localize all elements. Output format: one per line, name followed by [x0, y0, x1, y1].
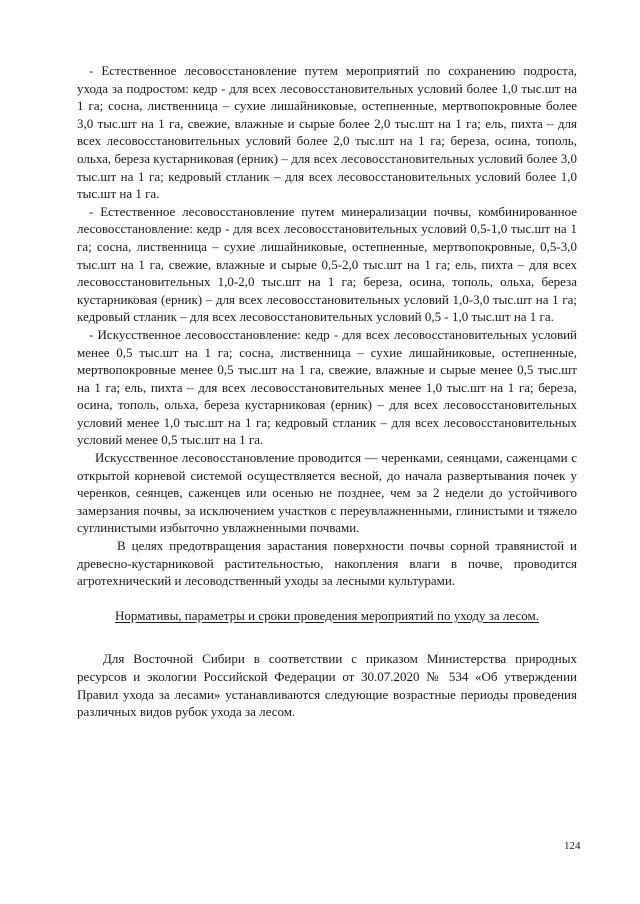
paragraph-care-purpose: В целях предотвращения зарастания поверхности почвы сорной травянистой и древесно-кустарниковой растительностью, накопления влаги в почве, проводится агротехнический и лесоводственный уходы за лесными культурами.	[77, 538, 577, 589]
page-number: 124	[564, 840, 581, 852]
document-page	[77, 62, 577, 721]
section-heading: Нормативы, параметры и сроки проведения мероприятий по уходу за лесом.	[115, 607, 539, 623]
paragraph-artificial-regeneration: - Искусственное лесовосстановление: кедр - для всех лесовосстановительных условий менее 0,5 тыс.шт на 1 га; сосна, лиственница – сухие лишайниковые, остепненные, мертвопокровные менее 0,5 тыс.шт на 1 га, свежие, влажные и сырые менее 0,5 тыс.шт на 1 га; ель, пихта – для всех лесовосстановительных менее 1,0 тыс.шт на 1 га; береза, осина, тополь, ольха, береза кустарниковая (ерник) – для всех лесовосстановительных условий менее 1,0 тыс.шт на 1 га; кедровый стланик – для всех лесовосстановительных условий менее 0,5 тыс.шт на 1 га.	[77, 326, 577, 448]
paragraph-east-siberia-order: Для Восточной Сибири в соответствии с приказом Министерства природных ресурсов и экологии Российской Федерации от 30.07.2020 № 534 «Об утверждении Правил ухода за лесами» устанавливаются следующие возрастные периоды проведения различных видов рубок ухода за лесом.	[77, 651, 577, 720]
spacer	[77, 624, 577, 650]
paragraph-artificial-regeneration-timing: Искусственное лесовосстановление проводится — черенками, сеянцами, саженцами с открытой корневой системой осуществляется весной, до начала развертывания почек у черенков, сеянцев, саженцев или осенью не позднее, чем за 2 недели до устойчивого замерзания почвы, за исключением участков с переувлажненными, глинистыми и тяжело суглинистыми избыточно увлажненными почвами.	[77, 450, 577, 536]
paragraph-natural-regeneration-mineralization: - Естественное лесовосстановление путем минерализации почвы, комбинированное лесовосстановление: кедр - для всех лесовосстановительных условий 0,5-1,0 тыс.шт на 1 га; сосна, лиственница – сухие лишайниковые, остепненные, мертвопокровные, 0,5-3,0 тыс.шт на 1 га, свежие, влажные и сырые 0,5-2,0 тыс.шт на 1 га; ель, пихта – для всех лесовосстановительных 1,0-2,0 тыс.шт на 1 га; береза, осина, тополь, ольха, береза кустарниковая (ерник) – для всех лесовосстановительных условий 1,0-3,0 тыс.шт на 1 га; кедровый стланик – для всех лесовосстановительных условий 0,5 - 1,0 тыс.шт на 1 га.	[77, 203, 577, 325]
paragraph-natural-regeneration-preservation: - Естественное лесовосстановление путем мероприятий по сохранению подроста, ухода за подростом: кедр - для всех лесовосстановительных условий более 1,0 тыс.шт на 1 га; сосна, лиственница – сухие лишайниковые, остепненные, мертвопокровные более 3,0 тыс.шт на 1 га, свежие, влажные и сырые более 2,0 тыс.шт на 1 га; ель, пихта – для всех лесовосстановительных условий более 2,0 тыс.шт на 1 га; береза, осина, тополь, ольха, береза кустарниковая (ерник) – для всех лесовосстановительных условий более 3,0 тыс.шт на 1 га; кедровый стланик – для всех лесовосстановительных условий более 1,0 тыс.шт на 1 га.	[77, 63, 577, 202]
